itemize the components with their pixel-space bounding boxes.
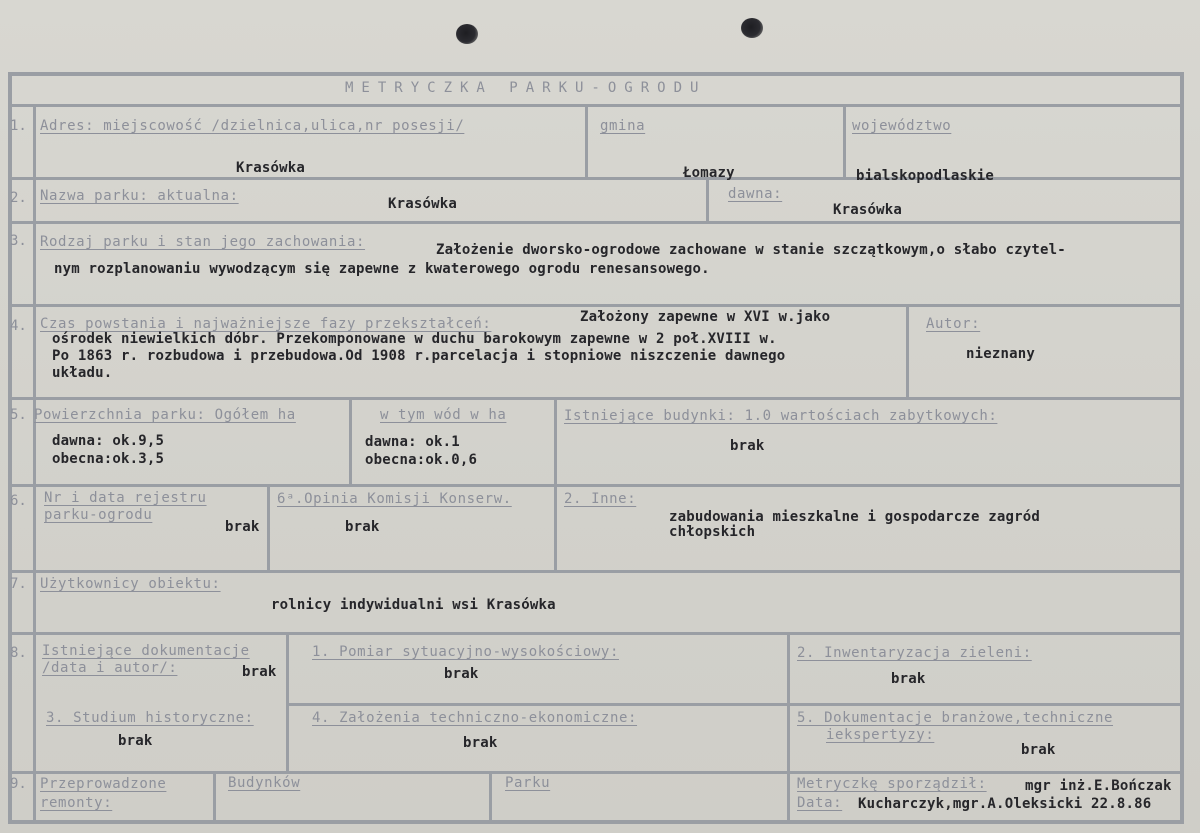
col-divider — [787, 771, 790, 824]
row-divider — [8, 177, 1184, 180]
buildings-value: brak — [730, 438, 765, 454]
gmina-value: Łomazy — [683, 165, 735, 181]
row-divider — [8, 570, 1184, 573]
branch-docs-label: 5. Dokumentacje branżowe,techniczne — [797, 710, 1114, 726]
section-number: 5. — [10, 407, 27, 423]
water-current: obecna:ok.0,6 — [365, 452, 478, 468]
address-value: Krasówka — [236, 160, 306, 176]
users-label: Użytkownicy obiektu: — [40, 576, 221, 592]
date-value: Kucharczyk,mgr.A.Oleksicki 22.8.86 — [858, 796, 1152, 812]
col-divider — [906, 304, 909, 397]
park-name-label: Nazwa parku: aktualna: — [40, 188, 239, 204]
col-divider — [585, 104, 588, 177]
col-divider — [286, 632, 289, 771]
prepared-by-label: Metryczkę sporządził: — [797, 776, 987, 792]
address-label: Adres: miejscowość /dzielnica,ulica,nr posesji/ — [40, 118, 465, 134]
area-former: dawna: ok.9,5 — [52, 433, 165, 449]
documentation-label: Istniejące dokumentacje — [42, 643, 250, 659]
row-divider — [8, 104, 1184, 107]
water-label: w tym wód w ha — [380, 407, 507, 423]
register-value: brak — [225, 519, 260, 535]
form-title: METRYCZKA PARKU-OGRODU — [345, 80, 707, 96]
technical-value: brak — [463, 735, 498, 751]
col-divider — [349, 397, 352, 484]
col-divider — [213, 771, 216, 824]
col-divider — [554, 397, 557, 572]
area-label: Powierzchnia parku: Ogółem ha — [34, 407, 296, 423]
register-label: parku-ogrodu — [44, 507, 153, 523]
voivodeship-label: województwo — [852, 118, 952, 134]
col-divider — [706, 177, 709, 221]
origin-line: układu. — [52, 365, 113, 381]
section-number: 7. — [10, 576, 27, 592]
area-current: obecna:ok.3,5 — [52, 451, 165, 467]
repairs-buildings-label: Budynków — [228, 775, 301, 791]
park-type-line: Założenie dworsko-ogrodowe zachowane w stanie szczątkowym,o słabo czytel- — [436, 242, 1066, 258]
register-label: Nr i data rejestru — [44, 490, 207, 506]
history-label: 3. Studium historyczne: — [46, 710, 254, 726]
other-line: zabudowania mieszkalne i gospodarcze zagród — [669, 509, 1041, 525]
row-divider — [288, 703, 1184, 706]
section-number: 2. — [10, 190, 27, 206]
park-type-label: Rodzaj parku i stan jego zachowania: — [40, 234, 366, 250]
section-number: 6. — [10, 493, 27, 509]
history-value: brak — [118, 733, 153, 749]
section-number: 1. — [10, 118, 27, 134]
greenery-value: brak — [891, 671, 926, 687]
col-divider — [267, 484, 270, 570]
other-label: 2. Inne: — [564, 491, 637, 507]
date-label: Data: — [797, 795, 843, 811]
prepared-by-value: mgr inż.E.Bończak — [1025, 778, 1172, 794]
opinion-label: 6ᵃ.Opinia Komisji Konserw. — [277, 491, 512, 507]
gmina-label: gmina — [600, 118, 646, 134]
repairs-park-label: Parku — [505, 775, 551, 791]
former-name-label: dawna: — [728, 186, 783, 202]
survey-label: 1. Pomiar sytuacyjno-wysokościowy: — [312, 644, 619, 660]
section-number: 4. — [10, 318, 27, 334]
section-number: 3. — [10, 233, 27, 249]
row-divider — [8, 397, 1184, 400]
documentation-label: /data i autor/: — [42, 660, 178, 676]
voivodeship-value: bialskopodlaskie — [856, 168, 995, 184]
section-number: 9. — [10, 776, 27, 792]
buildings-label: Istniejące budynki: 1.0 wartościach zabytkowych: — [564, 408, 998, 424]
origin-label: Czas powstania i najważniejsze fazy przekształceń: — [40, 316, 492, 332]
col-divider — [489, 771, 492, 824]
punch-hole — [456, 24, 478, 44]
origin-line: Po 1863 r. rozbudowa i przebudowa.Od 1908 r.parcelacja i stopniowe niszczenie dawnego — [52, 348, 786, 364]
row-divider — [8, 221, 1184, 224]
row-divider — [8, 632, 1184, 635]
survey-value: brak — [444, 666, 479, 682]
repairs-label: Przeprowadzone — [40, 776, 167, 792]
park-type-line: nym rozplanowaniu wywodzącym się zapewne z kwaterowego ogrodu renesansowego. — [54, 261, 710, 277]
technical-label: 4. Założenia techniczno-ekonomiczne: — [312, 710, 638, 726]
park-name-value: Krasówka — [388, 196, 458, 212]
number-column-divider — [33, 104, 36, 824]
origin-line: Założony zapewne w XVI w.jako — [580, 309, 831, 325]
branch-docs-value: brak — [1021, 742, 1056, 758]
greenery-label: 2. Inwentaryzacja zieleni: — [797, 645, 1032, 661]
row-divider — [8, 484, 1184, 487]
documentation-value: brak — [242, 664, 277, 680]
row-divider — [8, 304, 1184, 307]
row-divider — [8, 771, 1184, 774]
col-divider — [787, 632, 790, 771]
author-label: Autor: — [926, 316, 981, 332]
former-name-value: Krasówka — [833, 202, 903, 218]
col-divider — [843, 104, 846, 177]
origin-line: ośrodek niewielkich dóbr. Przekomponowane w duchu barokowym zapewne w 2 poł.XVIII w. — [52, 331, 777, 347]
water-former: dawna: ok.1 — [365, 434, 460, 450]
other-line: chłopskich — [669, 524, 756, 540]
branch-docs-label: iekspertyzy: — [826, 727, 935, 743]
punch-hole — [741, 18, 763, 38]
section-number: 8. — [10, 645, 27, 661]
repairs-label: remonty: — [40, 795, 113, 811]
author-value: nieznany — [966, 346, 1036, 362]
opinion-value: brak — [345, 519, 380, 535]
users-value: rolnicy indywidualni wsi Krasówka — [271, 597, 556, 613]
